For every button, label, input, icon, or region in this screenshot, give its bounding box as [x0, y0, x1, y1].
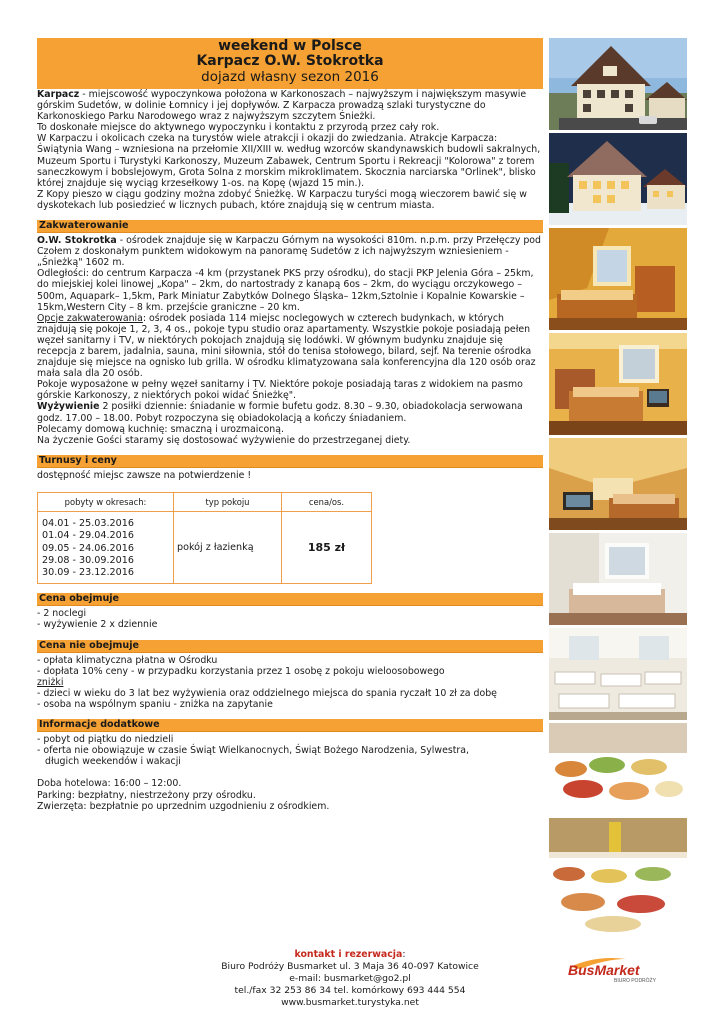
zakw-paragraph-3 [37, 313, 543, 380]
buffet-photo [549, 723, 687, 815]
zakw-text-5: 2 posiłki dziennie: śniadanie w formie bufetu godz. 8.30 – 9.30, obiadokolacja serwowana godz. 17.00 – 18.00. Pobyt rozpoczyna się obiadokolacją a kończy śniadaniem. [37, 401, 523, 424]
svg-text:BusMarket: BusMarket [568, 962, 640, 978]
contact-label: kontakt i rezerwacja [294, 949, 403, 960]
intro-lead: Karpacz [37, 89, 80, 100]
intro-paragraph-2: To doskonałe miejsce do aktywnego wypoczynku i kontaktu z przyrodą przez cały rok. [37, 122, 440, 134]
date-range: 04.01 - 25.03.2016 [42, 517, 134, 529]
znizki-label: zniżki [37, 676, 64, 688]
zakw-paragraph-6: Polecamy domową kuchnię: smaczną i urozmaiconą. [37, 423, 284, 435]
footer-contact [200, 949, 500, 1009]
section-heading-cena-obejmuje: Cena obejmuje [37, 593, 543, 606]
zakw-paragraph-4: Pokoje wyposażone w pełny węzeł sanitarny i TV. Niektóre pokoje posiadają taras z widokiem na pasmo górskie Karkonoszy, z niektórych pokoi widać Śnieżkę". [37, 379, 523, 402]
intro-paragraph-1 [37, 89, 543, 122]
section-heading-informacje: Informacje dodatkowe [37, 719, 543, 732]
title-line-2: Karpacz O.W. Stokrotka [196, 53, 384, 69]
turnusy-note: dostępność miejsc zawsze na potwierdzenie ! [37, 469, 252, 481]
dining-hall-photo [549, 628, 687, 720]
zakw-paragraph-1 [37, 235, 543, 268]
list-item: - opłata klimatyczna płatna w Ośrodku [37, 654, 218, 666]
room-photo-2 [549, 333, 687, 435]
zakw-lead: O.W. Stokrotka [37, 235, 117, 247]
intro-paragraph-4: Z Kopy pieszo w ciągu godziny można zdobyć Śnieżkę. W Karpaczu turyści mogą wieczorem bawić się w dyskotekach lub posiedzieć w licznych pubach, które znajdują się w centrum miasta. [37, 188, 527, 211]
contact-address: Biuro Podróży Busmarket ul. 3 Maja 36 40-097 Katowice [221, 961, 479, 972]
parking-info: Parking: bezpłatny, niestrzeżony przy ośrodku. [37, 789, 256, 801]
list-item: - dopłata 10% ceny - w przypadku korzystania przez 1 osobę z pokoju wieloosobowego [37, 665, 445, 677]
dates-cell [38, 511, 174, 583]
intro-paragraph-3: W Karpaczu i okolicach czeka na turystów wiele atrakcji i okazji do zwiedzania. Atrakcje Karpacza: Świątynia Wang – wzniesiona na przełomie XII/XIII w. według wzorców skandynawskich budowli sakralnych, Muzeum Sportu i Turystyki Karkonoszy, Muzeum Zabawek, Centrum Sportu i Rekreacji "Kolorowa" z torem saneczkowym i bobslejowym, Grota Solna z morskim mikroklimatem. Skocznia narciarska "Orlinek", blisko której znajduje się wyciąg krzesełkowy 1-os. na Kopę (wjazd 15 min.). [37, 133, 541, 189]
zakw-paragraph-5 [37, 401, 543, 423]
date-range: 29.08 - 30.09.2016 [42, 554, 134, 566]
intro-section [37, 89, 543, 211]
list-item: długich weekendów i wakacji [45, 756, 181, 768]
hotel-winter-photo [549, 133, 687, 225]
intro-text-1: - miejscowość wypoczynkowa położona w Karkonoszach – najwyższym i największym masywie górskim Sudetów, w dolinie Łomnicy i jej dopływów. Z Karpacza prowadzą szlaki turystyczne do Karkonoskiego Parku Narodowego wraz z najwyższym szczytem Śnieżki. [37, 89, 527, 123]
title-banner [37, 38, 543, 89]
photo-column [549, 38, 687, 939]
table-row [38, 511, 372, 583]
pets-info: Zwierzęta: bezpłatnie po uprzednim uzgodnieniu z ośrodkiem. [37, 800, 330, 812]
zakw-paragraph-7: Na życzenie Gości staramy się dostosować wyżywienie do przestrzeganej diety. [37, 434, 411, 446]
zakw-paragraph-2: Odległości: do centrum Karpacza -4 km (przystanek PKS przy ośrodku), do stacji PKP Jelenia Góra – 25km, do miejskiej kolei linowej „Kopa" – 2km, do nartostrady z kanapą 6os – 2km, do wyciągu orczykowego – 500m, Aquapark– 1,5km, Park Miniatur Zabytków Dolnego Śląska– 12km,Sztolnie i Kopalnie Kowarskie – 15km,Western City – 8 km. przejście graniczne – 20 km. [37, 268, 534, 313]
buffet-table-photo [549, 818, 687, 936]
room-photo-1 [549, 228, 687, 330]
opcje-label: Opcje zakwaterowania [37, 312, 143, 324]
svg-text:BIURO PODRÓŻY: BIURO PODRÓŻY [614, 978, 656, 983]
list-item: - wyżywienie 2 x dziennie [37, 619, 158, 631]
section-heading-turnusy: Turnusy i ceny [37, 455, 543, 468]
spacer [37, 767, 543, 778]
section-heading-zakwaterowanie: Zakwaterowanie [37, 220, 543, 233]
price-table-header [38, 492, 372, 511]
list-item: - osoba na wspólnym spaniu - zniżka na zapytanie [37, 698, 273, 710]
col-header-price: cena/os. [282, 492, 372, 511]
zakw-text-3: : ośrodek posiada 114 miejsc noclegowych w czterech budynkach, w których znajdują się pokoje 1, 2, 3, 4 os., pokoje typu studio oraz apartamenty. Wszystkie pokoje posiadają pełen węzeł sanitarny i TV, w niektórych pokojach znajdują się lodówki. W głównym budynku znajduje się recepcja z barem, jadalnia, sauna, mini siłownia, stół do tenisa stołowego, bilard, sejf. Na terenie ośrodka znajduje się miejsce na ognisko lub grilla. W ośrodku klimatyzowana sala konferencyjna dla 120 osób oraz mała sala dla 20 osób. [37, 312, 536, 380]
list-item: - pobyt od piątku do niedzieli [37, 734, 174, 746]
title-line-1: weekend w Polsce [218, 38, 362, 54]
contact-email[interactable]: e-mail: busmarket@go2.pl [289, 973, 411, 984]
list-item: - 2 noclegi [37, 608, 87, 620]
contact-colon: : [402, 949, 406, 960]
hotel-exterior-photo [549, 38, 687, 130]
date-range: 09.05 - 24.06.2016 [42, 542, 134, 554]
zakw-text-1: - ośrodek znajduje się w Karpaczu Górnym na wysokości 810m. n.p.m. przy Przełęczy pod Czołem z doskonałym punktem widokowym na panoramę Sudetów z ich najwyższym wzniesieniem - „Śnieżką" 1602 m. [37, 235, 541, 269]
title-line-3: dojazd własny sezon 2016 [201, 69, 379, 85]
busmarket-logo [566, 953, 676, 983]
contact-heading [200, 949, 500, 961]
room-photo-3 [549, 438, 687, 530]
price-cell: 185 zł [307, 541, 346, 555]
wyzywienie-label: Wyżywienie [37, 401, 100, 413]
col-header-periods: pobyty w okresach: [38, 492, 174, 511]
col-header-room: typ pokoju [174, 492, 282, 511]
doba-hotelowa: Doba hotelowa: 16:00 – 12:00. [37, 778, 182, 790]
list-item: - oferta nie obowiązuje w czasie Świąt Wielkanocnych, Świąt Bożego Narodzenia, Sylwestra, [37, 745, 469, 757]
list-item: - dzieci w wieku do 3 lat bez wyżywienia oraz oddzielnego miejsca do spania ryczałt 10 zł za dobę [37, 687, 497, 699]
price-table [37, 492, 372, 584]
room-photo-4 [549, 533, 687, 625]
contact-phone: tel./fax 32 253 86 34 tel. komórkowy 693 444 554 [234, 985, 466, 996]
date-range: 01.04 - 29.04.2016 [42, 530, 134, 542]
contact-website[interactable]: www.busmarket.turystyka.net [281, 997, 419, 1008]
date-range: 30.09 - 23.12.2016 [42, 567, 134, 579]
document [37, 38, 543, 812]
section-heading-cena-nie-obejmuje: Cena nie obejmuje [37, 640, 543, 653]
room-type-cell: pokój z łazienką [174, 511, 282, 583]
